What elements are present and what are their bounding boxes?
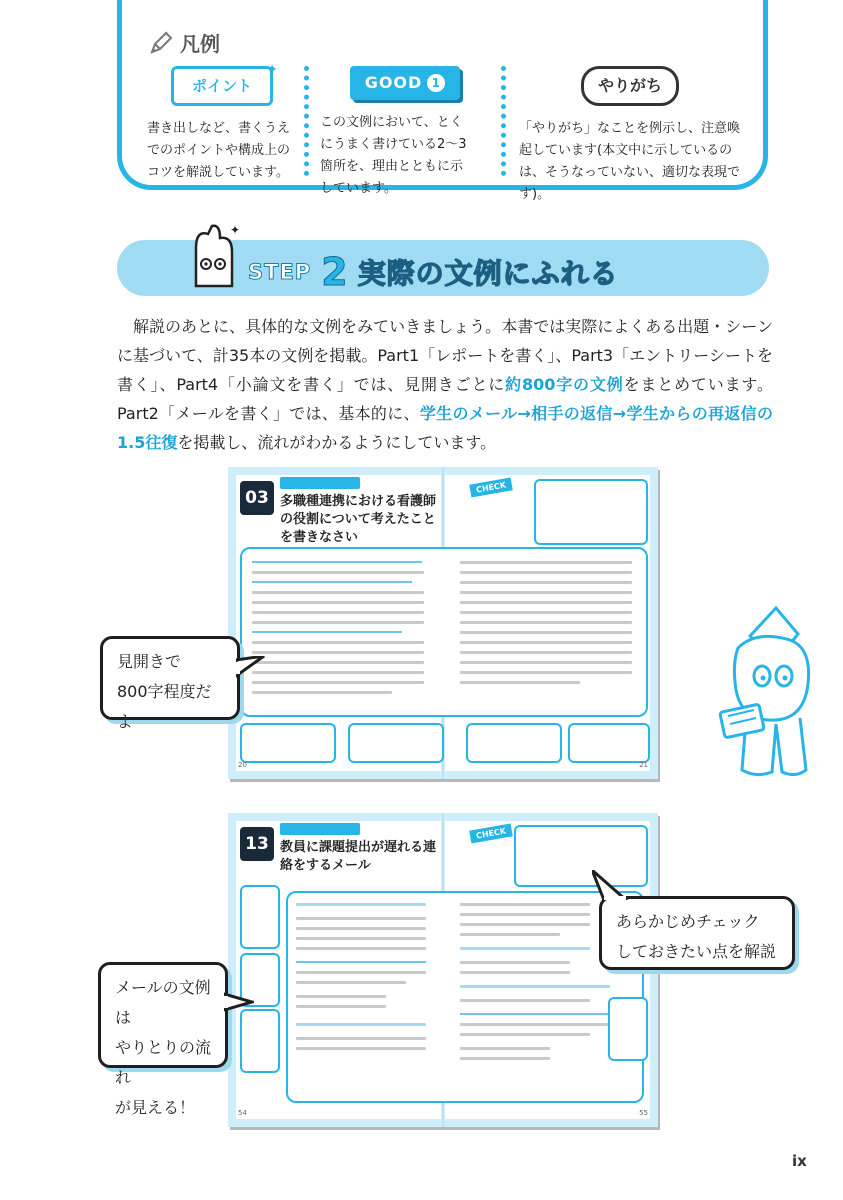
highlight-800: 約800字の文例 bbox=[505, 375, 624, 394]
legend-divider bbox=[304, 66, 309, 176]
good-note bbox=[466, 723, 562, 763]
text-line bbox=[460, 999, 590, 1002]
text-line bbox=[460, 1023, 610, 1026]
text-line bbox=[252, 571, 424, 574]
yarigachi-note bbox=[568, 723, 650, 763]
good-badge bbox=[350, 66, 460, 100]
text-line bbox=[460, 651, 632, 654]
paragraph-text-2: をまとめています。Part2「メールを書く」では、基本的に、 bbox=[117, 375, 773, 423]
underline-mark bbox=[460, 1013, 610, 1015]
text-line bbox=[460, 591, 632, 594]
text-line bbox=[460, 923, 590, 926]
legend-divider bbox=[501, 66, 506, 176]
callout-line: しておきたい点を解説 bbox=[616, 942, 777, 961]
step-number: 2 bbox=[321, 250, 348, 294]
text-line bbox=[296, 937, 426, 940]
page-number: ix bbox=[792, 1152, 807, 1170]
text-line bbox=[296, 971, 426, 974]
mascot-icon bbox=[186, 222, 242, 292]
text-line bbox=[296, 1047, 426, 1050]
legend-point bbox=[147, 62, 297, 184]
svg-text:✦: ✦ bbox=[230, 223, 241, 237]
text-line bbox=[460, 671, 632, 674]
text-line bbox=[296, 917, 426, 920]
text-line bbox=[252, 591, 424, 594]
callout-line: メールの文例は bbox=[115, 978, 211, 1027]
step-heading bbox=[248, 252, 619, 292]
yarigachi-note bbox=[240, 1009, 280, 1073]
part-tag bbox=[280, 477, 360, 489]
legend-heading bbox=[148, 28, 220, 57]
callout-spread bbox=[100, 636, 240, 731]
underline-mark bbox=[252, 561, 422, 563]
point-badge bbox=[171, 62, 278, 106]
highlight-flow: 学生のメール→相手の返信→学生からの再返信の1.5往復 bbox=[117, 404, 773, 452]
text-line bbox=[296, 1037, 426, 1040]
legend-yarigachi bbox=[519, 66, 751, 206]
callout-line: が見える！ bbox=[115, 1098, 196, 1117]
good-note bbox=[608, 997, 648, 1061]
mascot-reading-icon bbox=[716, 600, 826, 790]
mail-subject bbox=[460, 985, 610, 988]
point-badge-label: ポイント bbox=[191, 77, 252, 95]
text-line bbox=[252, 611, 424, 614]
pencil-icon bbox=[148, 30, 174, 56]
point-note bbox=[240, 885, 280, 949]
text-line bbox=[460, 631, 632, 634]
step-word: STEP bbox=[248, 260, 312, 284]
sample-spread-report bbox=[228, 467, 658, 779]
good-badge-label: GOOD bbox=[364, 73, 423, 92]
sample-heading: 多職種連携における看護師の役割について考えたことを書きなさい bbox=[280, 494, 437, 545]
point-note bbox=[240, 723, 336, 763]
callout-pointer-icon bbox=[236, 656, 266, 680]
text-line bbox=[296, 927, 426, 930]
text-line bbox=[460, 661, 632, 664]
check-note bbox=[534, 479, 648, 545]
text-line bbox=[252, 681, 424, 684]
part-tag bbox=[280, 823, 360, 835]
yarigachi-badge-label: やりがち bbox=[597, 76, 662, 95]
legend-good bbox=[320, 66, 470, 200]
legend-title: 凡例 bbox=[180, 32, 220, 56]
underline-mark bbox=[252, 581, 412, 583]
callout-line: あらかじめチェック bbox=[616, 912, 760, 931]
mail-subject bbox=[296, 903, 426, 906]
mail-subject bbox=[296, 1023, 426, 1026]
page-number-left: 54 bbox=[238, 1109, 247, 1117]
sample-number: 13 bbox=[240, 827, 274, 861]
text-line bbox=[460, 1033, 590, 1036]
callout-line: 見開きで bbox=[117, 652, 182, 671]
text-line bbox=[460, 913, 590, 916]
text-line bbox=[460, 903, 590, 906]
good-description: この文例において、とくにうまく書けている2〜3箇所を、理由とともに示しています。 bbox=[320, 115, 467, 196]
text-line bbox=[296, 1005, 386, 1008]
text-line bbox=[460, 1057, 550, 1060]
mail-subject bbox=[460, 947, 590, 950]
yarigachi-badge bbox=[581, 66, 679, 106]
text-line bbox=[296, 947, 426, 950]
text-line bbox=[296, 981, 406, 984]
text-line bbox=[252, 621, 424, 624]
text-line bbox=[252, 641, 424, 644]
text-line bbox=[252, 661, 424, 664]
point-description: 書き出しなど、書くうえでのポイントや構成上のコツを解説しています。 bbox=[147, 121, 291, 180]
intro-paragraph bbox=[117, 312, 773, 457]
text-line bbox=[460, 581, 632, 584]
sample-number: 03 bbox=[240, 481, 274, 515]
text-line bbox=[460, 961, 570, 964]
text-line bbox=[460, 933, 560, 936]
callout-pointer-icon bbox=[592, 870, 632, 900]
text-line bbox=[460, 641, 632, 644]
paragraph-text-3: を掲載し、流れがわかるようにしています。 bbox=[177, 433, 497, 452]
text-line bbox=[252, 671, 424, 674]
callout-line: 800字程度だよ bbox=[117, 682, 212, 731]
text-line bbox=[296, 995, 386, 998]
text-line bbox=[460, 561, 632, 564]
good-note bbox=[348, 723, 444, 763]
text-line bbox=[252, 601, 424, 604]
page-number-right: 55 bbox=[639, 1109, 648, 1117]
callout-pointer-icon bbox=[224, 990, 254, 1014]
text-line bbox=[460, 571, 632, 574]
callout-mail bbox=[98, 962, 228, 1117]
sparkle-icon: ✦ bbox=[266, 62, 278, 78]
text-line bbox=[460, 601, 632, 604]
sample-spread-mail bbox=[228, 813, 658, 1127]
text-line bbox=[252, 691, 392, 694]
check-label: CHECK bbox=[469, 477, 513, 497]
page-number-left: 20 bbox=[238, 761, 247, 769]
callout-line: やりとりの流れ bbox=[115, 1038, 212, 1087]
page-number-right: 21 bbox=[639, 761, 648, 769]
text-line bbox=[460, 1047, 550, 1050]
text-line bbox=[460, 681, 580, 684]
good-badge-number: 1 bbox=[427, 74, 445, 92]
yarigachi-description: 「やりがち」なことを例示し、注意喚起しています(本文中に示しているのは、そうなっていない、適切な表現です)。 bbox=[519, 121, 741, 202]
underline-mark bbox=[296, 961, 426, 963]
text-line bbox=[460, 621, 632, 624]
underline-mark bbox=[252, 631, 402, 633]
text-line bbox=[460, 971, 570, 974]
text-line bbox=[252, 651, 424, 654]
sample-heading: 教員に課題提出が遅れる連絡をするメール bbox=[280, 840, 437, 873]
step-title: 実際の文例にふれる bbox=[357, 257, 619, 290]
text-line bbox=[460, 611, 632, 614]
callout-check bbox=[599, 896, 795, 970]
paragraph-text-1: 解説のあとに、具体的な文例をみていきましょう。本書では実際によくある出題・シーンに基づいて、計35本の文例を掲載。Part1「レポートを書く」、Part3「エントリーシートを書く」、Part4「小論文を書く」では、見開きごとに bbox=[117, 317, 773, 394]
check-label: CHECK bbox=[469, 823, 513, 843]
